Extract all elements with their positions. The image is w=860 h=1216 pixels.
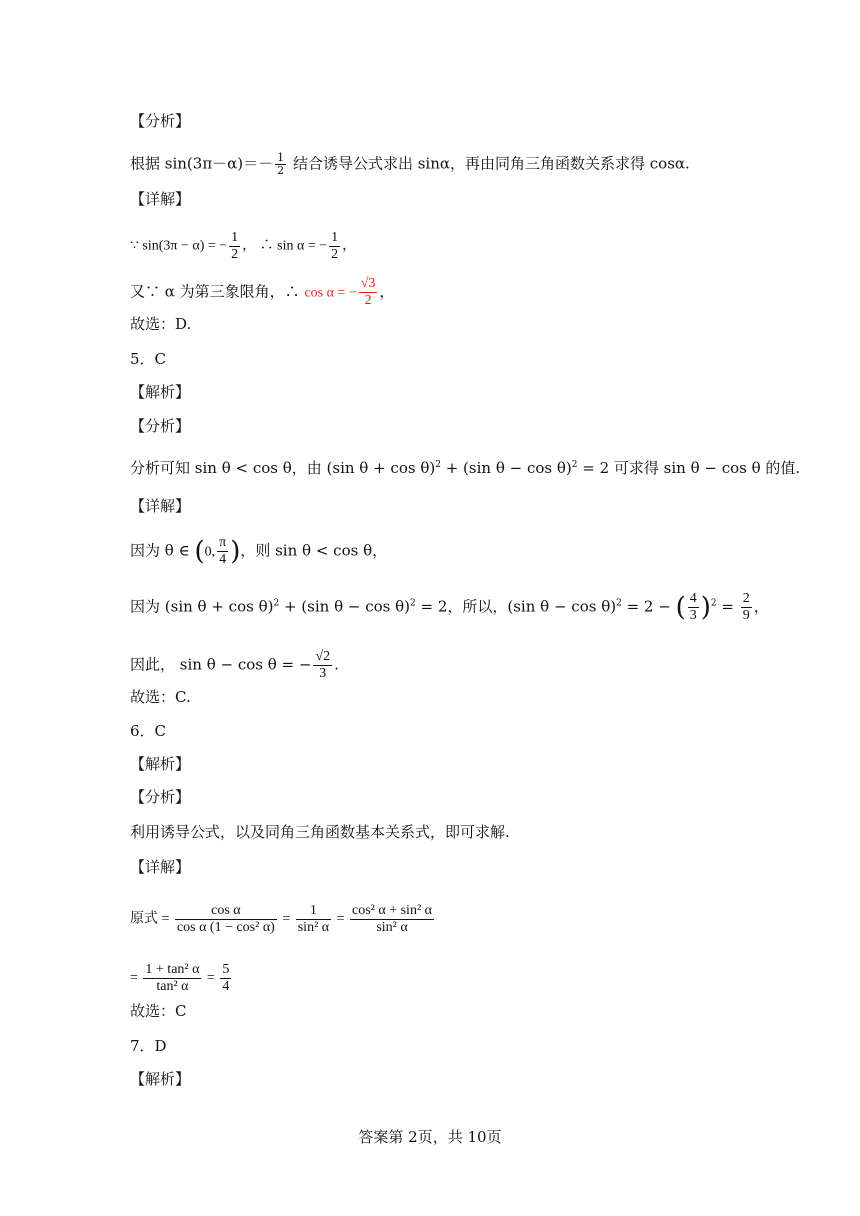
section-heading-explanation: 【解析】: [130, 383, 191, 401]
section-heading-detail: 【详解】: [130, 190, 191, 208]
text-run: 原式 =: [130, 911, 173, 927]
fraction: [275, 152, 286, 177]
denominator: 3: [319, 666, 327, 681]
solution-step: [130, 535, 387, 568]
numerator: 1: [331, 230, 339, 245]
section-heading-explanation: 【解析】: [130, 755, 191, 773]
fraction: [741, 591, 752, 624]
text-run: ，: [379, 282, 395, 301]
text-run: ， ∴ sin α = −: [242, 238, 328, 254]
numerator: cos² α + sin² α: [352, 903, 432, 918]
fraction: [329, 230, 340, 263]
denominator: cos α (1 − cos² α): [176, 920, 275, 935]
fraction: [220, 962, 231, 995]
text-run: + (sin θ − cos θ): [440, 459, 572, 477]
section-heading-explanation: 【解析】: [130, 1070, 191, 1088]
answer-line: 故选：D.: [130, 315, 192, 333]
text-run: = 2 可求得 sin θ − cos θ 的值.: [577, 459, 801, 477]
text-run: =: [333, 911, 349, 927]
exponent: 2: [410, 598, 416, 609]
numerator: 1: [296, 903, 331, 920]
exponent: 2: [571, 460, 578, 470]
text-run: =: [130, 970, 142, 986]
section-heading-analysis: 【分析】: [130, 112, 191, 130]
numerator: π: [219, 535, 227, 550]
text-run: ，则 sin θ < cos θ，: [240, 541, 388, 560]
denominator: sin² α: [297, 920, 330, 935]
fraction: [359, 276, 378, 309]
text-run: = 2，所以，(sin θ − cos θ): [415, 597, 617, 616]
fraction: [350, 903, 434, 936]
denominator: 2: [277, 164, 285, 177]
text-run: =: [278, 911, 294, 927]
fraction: [175, 903, 277, 936]
fraction: [217, 535, 228, 568]
paren: ): [700, 592, 711, 623]
text-run: 根据 sin(3π－α)＝－: [130, 154, 274, 173]
text-run: =: [716, 597, 739, 616]
numerator: 2: [742, 591, 750, 606]
exponent: 2: [616, 598, 622, 609]
denominator: 4: [222, 979, 230, 994]
denominator: 2: [364, 293, 372, 308]
numerator: 5: [222, 962, 230, 977]
fraction: [313, 649, 332, 682]
text-run: 分析可知 sin θ < cos θ，由 (sin θ + cos θ): [130, 459, 436, 477]
text-run: 因此， sin θ − cos θ = −: [130, 655, 312, 674]
solution-step: [130, 230, 356, 263]
numerator: √3: [360, 276, 376, 291]
denominator: 2: [231, 247, 239, 262]
fraction: [143, 962, 201, 995]
section-heading-detail: 【详解】: [130, 497, 191, 515]
analysis-text: [130, 152, 690, 177]
solution-step: [130, 962, 233, 995]
solution-step: [130, 276, 394, 309]
denominator: 3: [689, 608, 697, 623]
text-run: 因为 θ ∈: [130, 541, 195, 560]
text-run: .: [334, 655, 339, 674]
denominator: sin² α: [376, 920, 408, 935]
text-run: =: [203, 970, 219, 986]
question-number: 5．C: [130, 350, 167, 368]
exponent: 2: [710, 598, 717, 609]
answer-line: 故选：C.: [130, 688, 191, 706]
fraction: [296, 903, 331, 936]
denominator: 4: [219, 552, 227, 567]
denominator: 9: [742, 608, 750, 623]
fraction: [688, 591, 699, 624]
text-run: + (sin θ − cos θ): [279, 597, 410, 616]
solution-step: [130, 591, 769, 624]
text-run: 0,: [204, 544, 216, 560]
numerator: 4: [689, 591, 697, 606]
numerator: 1: [231, 230, 239, 245]
highlighted-formula: cos α = −: [304, 285, 357, 301]
page-number-footer: 答案第 2页，共 10页: [358, 1128, 502, 1146]
numerator: cos α: [175, 903, 277, 920]
text-run: ∵ sin(3π − α) = −: [130, 238, 228, 254]
denominator: 2: [331, 247, 339, 262]
numerator: 1: [277, 151, 285, 164]
exponent: 2: [273, 598, 280, 609]
analysis-text: [130, 455, 800, 478]
section-heading-analysis: 【分析】: [130, 417, 191, 435]
text-run: 因为 (sin θ + cos θ): [130, 597, 274, 616]
numerator: 1 + tan² α: [145, 962, 200, 977]
answer-line: 故选：C: [130, 1002, 187, 1020]
section-heading-analysis: 【分析】: [130, 788, 191, 806]
solution-step: [130, 903, 436, 936]
text-run: ，: [342, 238, 357, 254]
analysis-text: 利用诱导公式，以及同角三角函数基本关系式，即可求解.: [130, 823, 510, 841]
text-run: 又∵ α 为第三象限角，∴: [130, 282, 305, 301]
question-number: 6．C: [130, 722, 167, 740]
paren: (: [675, 592, 686, 623]
exponent: 2: [435, 460, 441, 470]
paren: ): [230, 536, 241, 567]
question-number: 7．D: [130, 1037, 167, 1055]
text-run: ，: [753, 597, 769, 616]
text-run: 结合诱导公式求出 sinα，再由同角三角函数关系求得 cosα.: [288, 154, 690, 173]
text-run: = 2 −: [621, 597, 676, 616]
section-heading-detail: 【详解】: [130, 858, 191, 876]
denominator: tan² α: [156, 979, 189, 994]
numerator: √2: [315, 649, 331, 664]
solution-step: [130, 649, 339, 682]
fraction: [229, 230, 240, 263]
paren: (: [194, 536, 205, 567]
